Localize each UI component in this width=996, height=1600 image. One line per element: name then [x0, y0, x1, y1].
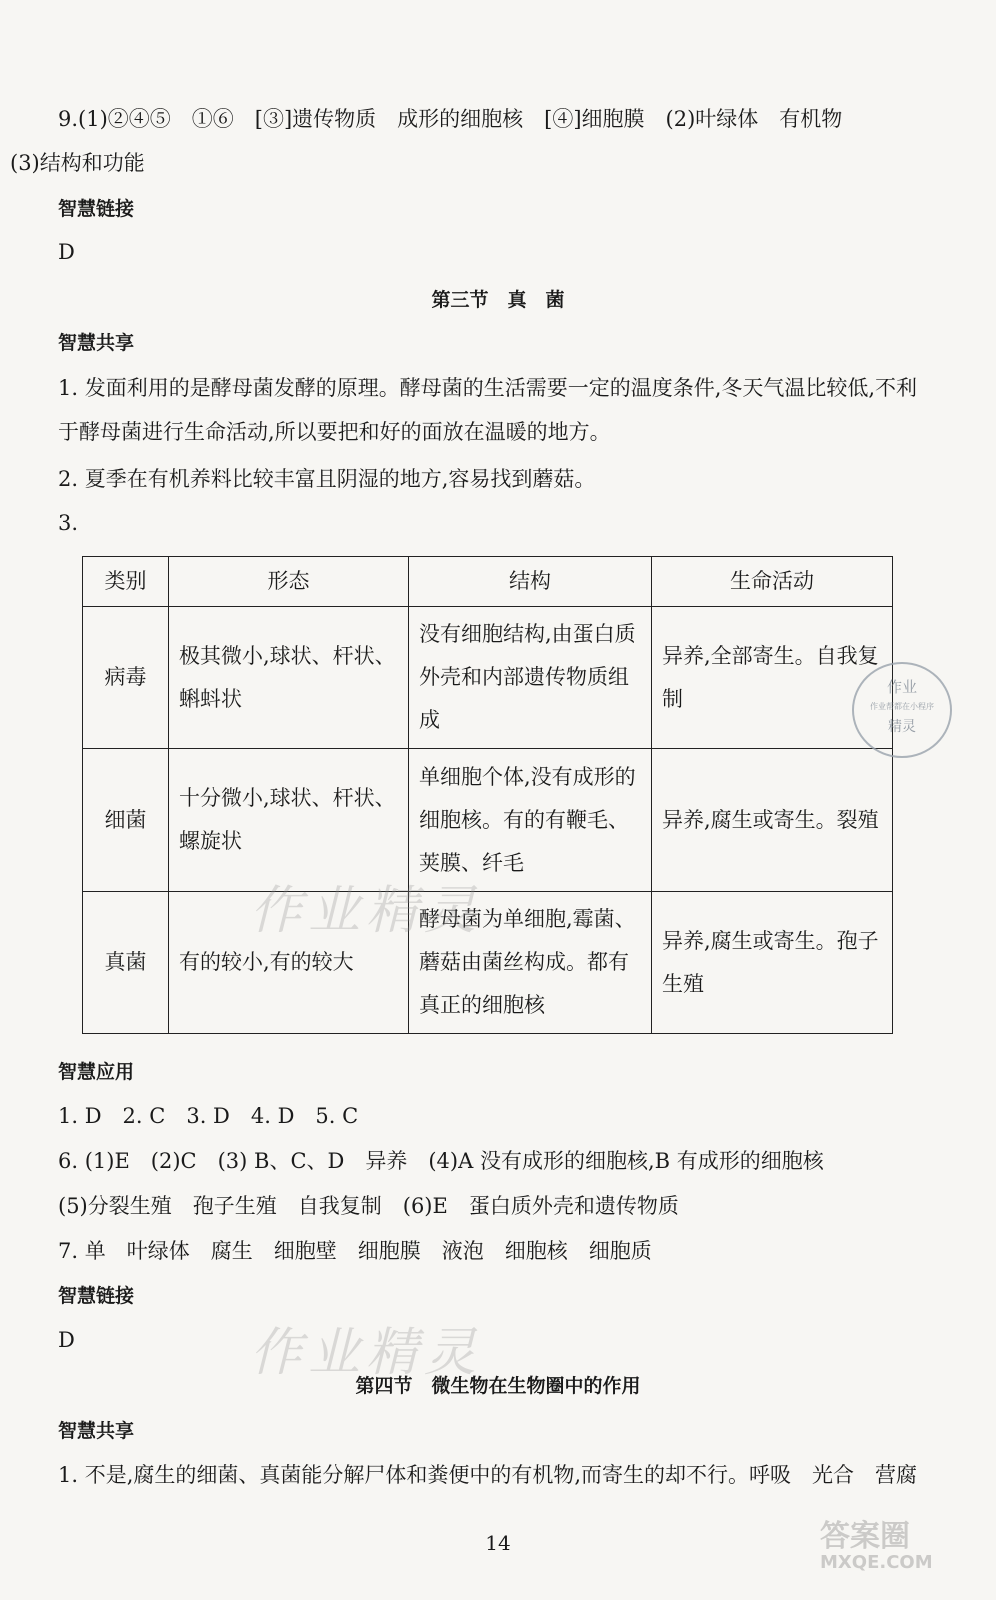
table-cell: 病毒 [83, 607, 169, 749]
table-cell: 细菌 [83, 749, 169, 892]
watermark-text: 作业精灵 [250, 1323, 483, 1383]
watermark-text: 作业精灵 [250, 881, 483, 941]
link-heading-2: 智慧链接 [58, 1285, 135, 1307]
page-number: 14 [485, 1531, 511, 1555]
apply-answer-6-line1: 6. (1)E (2)C (3) B、C、D 异养 (4)A 没有成形的细胞核,B 有成形的细胞核 [58, 1149, 824, 1173]
apply-heading: 智慧应用 [58, 1061, 135, 1083]
share-paragraph1-line2: 于酵母菌进行生命活动,所以要把和好的面放在温暖的地方。 [58, 420, 611, 444]
share-heading: 智慧共享 [58, 332, 135, 354]
share-paragraph3-label: 3. [58, 511, 79, 535]
q9-answer-line1: 9.(1)②④⑤ ①⑥ [③]遗传物质 成形的细胞核 [④]细胞膜 (2)叶绿体 有机物 [58, 107, 843, 131]
corner-watermark-text: 答案圈 [820, 1519, 910, 1554]
table-cell: 异养,腐生或寄生。裂殖 [652, 749, 893, 892]
table-header: 类别 [83, 557, 169, 607]
table-row [83, 892, 893, 1034]
table-cell: 真菌 [83, 892, 169, 1034]
table-header: 生命活动 [652, 557, 893, 607]
share-paragraph2: 2. 夏季在有机养料比较丰富且阴湿的地方,容易找到蘑菇。 [58, 467, 596, 491]
stamp-top-text: 作业 [886, 678, 917, 696]
table-header-row [83, 557, 893, 607]
table-cell: 单细胞个体,没有成形的细胞核。有的有鞭毛、荚膜、纤毛 [409, 749, 652, 892]
apply-answer-6-line2: (5)分裂生殖 孢子生殖 自我复制 (6)E 蛋白质外壳和遗传物质 [58, 1194, 679, 1218]
table-row [83, 749, 893, 892]
link-answer-2: D [58, 1328, 75, 1352]
corner-watermark-url: MXQE.COM [820, 1552, 933, 1573]
apply-answers-1-5: 1. D 2. C 3. D 4. D 5. C [58, 1104, 359, 1128]
stamp-bottom-text: 精灵 [888, 719, 916, 735]
table-header: 形态 [169, 557, 409, 607]
table-cell: 极其微小,球状、杆状、蝌蚪状 [169, 607, 409, 749]
table-cell: 异养,腐生或寄生。孢子生殖 [652, 892, 893, 1034]
table-cell: 十分微小,球状、杆状、螺旋状 [169, 749, 409, 892]
microbe-comparison-table [82, 556, 893, 1034]
stamp-mid-text: 作业帮都在小程序 [870, 702, 934, 711]
table-cell: 有的较小,有的较大 [169, 892, 409, 1034]
table-cell: 酵母菌为单细胞,霉菌、蘑菇由菌丝构成。都有真正的细胞核 [409, 892, 652, 1034]
table-cell: 没有细胞结构,由蛋白质外壳和内部遗传物质组成 [409, 607, 652, 749]
table-header: 结构 [409, 557, 652, 607]
q9-answer-line2: (3)结构和功能 [10, 151, 145, 175]
table-cell: 异养,全部寄生。自我复制 [652, 607, 893, 749]
link-answer: D [58, 240, 75, 264]
table-row [83, 607, 893, 749]
share-heading-2: 智慧共享 [58, 1420, 135, 1442]
section4-title: 第四节 微生物在生物圈中的作用 [355, 1375, 641, 1397]
corner-watermark [820, 1519, 933, 1574]
section3-title: 第三节 真 菌 [431, 289, 565, 311]
apply-answer-7: 7. 单 叶绿体 腐生 细胞壁 细胞膜 液泡 细胞核 细胞质 [58, 1239, 652, 1263]
share-paragraph-4-1: 1. 不是,腐生的细菌、真菌能分解尸体和粪便中的有机物,而寄生的却不行。呼吸 光合 营腐 [58, 1463, 918, 1487]
watermark-stamp [852, 662, 952, 758]
share-paragraph1-line1: 1. 发面利用的是酵母菌发酵的原理。酵母菌的生活需要一定的温度条件,冬天气温比较低,不利 [58, 376, 918, 400]
link-heading: 智慧链接 [58, 198, 135, 220]
